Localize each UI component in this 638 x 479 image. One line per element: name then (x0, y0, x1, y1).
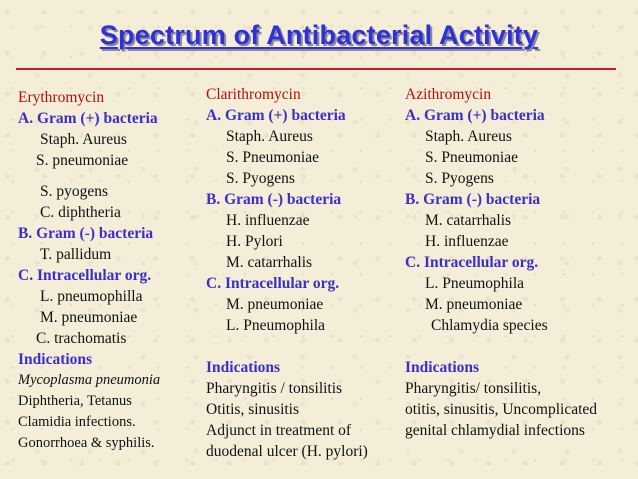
gram-positive-heading: A. Gram (+) bacteria (206, 107, 346, 124)
indication: Gonorrhoea & syphilis. (18, 435, 155, 451)
gram-negative-heading: B. Gram (-) bacteria (18, 225, 154, 242)
organism: Staph. Aureus (226, 128, 313, 145)
organism: H. Pylori (226, 233, 283, 250)
drug-name: Azithromycin (405, 86, 492, 103)
organism: M. catarrhalis (226, 254, 313, 271)
organism: S. Pyogens (226, 170, 295, 187)
organism: Chlamydia species (431, 317, 548, 334)
erythromycin-column (18, 87, 160, 454)
gram-negative-heading: B. Gram (-) bacteria (206, 191, 342, 208)
organism: T. pallidum (40, 246, 112, 263)
spacer (18, 171, 160, 181)
organism: S. pyogens (40, 183, 109, 200)
indication: Pharyngitis / tonsilitis (206, 380, 343, 397)
intracellular-heading: C. Intracellular org. (405, 254, 539, 271)
spacer (206, 336, 368, 357)
organism: L. pneumophilla (40, 288, 143, 305)
indication: Adjunct in treatment of (206, 422, 352, 439)
organism: C. diphtheria (40, 204, 121, 221)
spacer (405, 336, 597, 357)
organism: M. pneumoniae (226, 296, 324, 313)
intracellular-heading: C. Intracellular org. (18, 267, 152, 284)
organism: H. influenzae (226, 212, 310, 229)
slide-title: Spectrum of Antibacterial Activity (99, 20, 539, 50)
drug-name: Erythromycin (18, 89, 105, 106)
indication: Diphtheria, Tetanus (18, 393, 132, 409)
indication: duodenal ulcer (H. pylori) (206, 443, 368, 460)
organism: Staph. Aureus (425, 128, 512, 145)
clarithromycin-column (206, 84, 368, 462)
indications-heading: Indications (18, 351, 93, 368)
organism: M. catarrhalis (425, 212, 512, 229)
indications-heading: Indications (405, 359, 480, 376)
title-divider (16, 68, 616, 70)
organism: S. Pyogens (425, 170, 494, 187)
indication: Otitis, sinusitis (206, 401, 300, 418)
indication: otitis, sinusitis, Uncomplicated (405, 401, 598, 418)
intracellular-heading: C. Intracellular org. (206, 275, 340, 292)
drug-name: Clarithromycin (206, 86, 301, 103)
organism: L. Pneumophila (226, 317, 326, 334)
gram-positive-heading: A. Gram (+) bacteria (18, 110, 158, 127)
gram-positive-heading: A. Gram (+) bacteria (405, 107, 545, 124)
organism: M. pneumoniae (40, 309, 138, 326)
gram-negative-heading: B. Gram (-) bacteria (405, 191, 541, 208)
organism: L. Pneumophila (425, 275, 525, 292)
indication: Mycoplasma pneumonia (18, 372, 161, 388)
organism: C. trachomatis (36, 330, 127, 347)
indication: Clamidia infections. (18, 414, 136, 430)
organism: S. Pneumoniae (226, 149, 319, 166)
organism: S. pneumoniae (36, 152, 129, 169)
indication: genital chlamydial infections (405, 422, 585, 439)
organism: S. Pneumoniae (425, 149, 518, 166)
azithromycin-column (405, 84, 597, 441)
organism: H. influenzae (425, 233, 509, 250)
organism: Staph. Aureus (40, 131, 127, 148)
indications-heading: Indications (206, 359, 281, 376)
indication: Pharyngitis/ tonsilitis, (405, 380, 542, 397)
organism: M. pneumoniae (425, 296, 523, 313)
